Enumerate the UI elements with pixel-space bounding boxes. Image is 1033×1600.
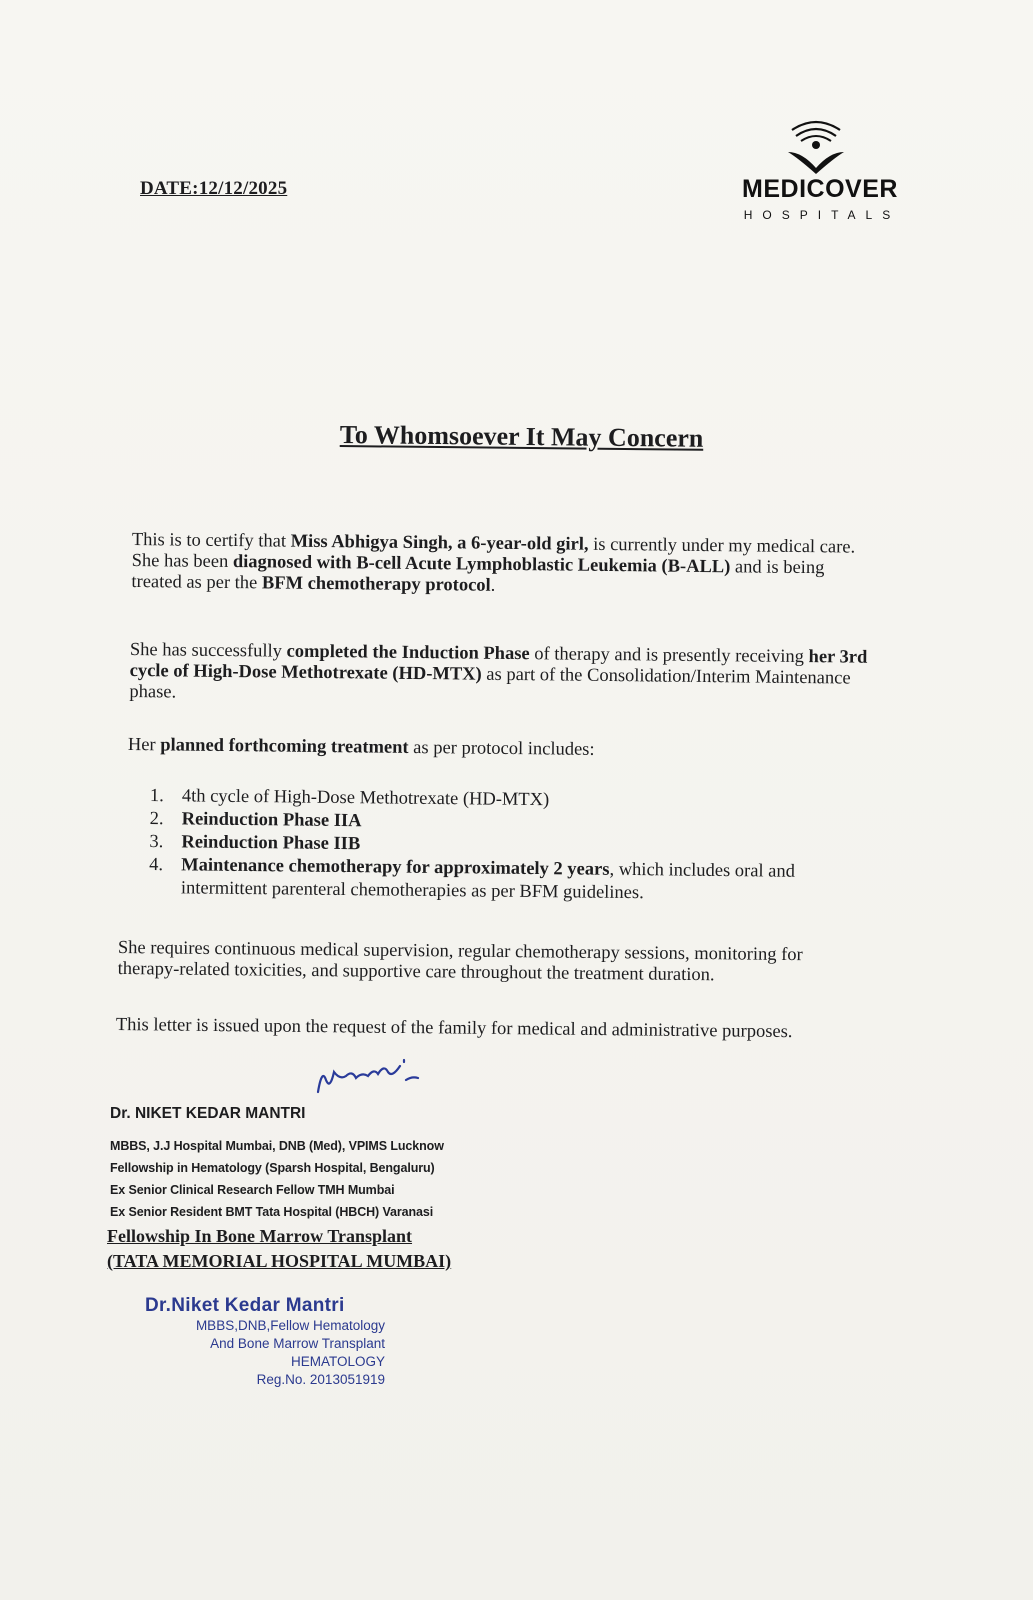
list-text bbox=[181, 854, 849, 907]
stamp-reg-number: Reg.No. 2013051919 bbox=[256, 1372, 385, 1387]
list-number: 3. bbox=[149, 831, 164, 853]
list-number: 2. bbox=[149, 808, 164, 830]
p3-text-a: Her bbox=[127, 735, 161, 756]
medicover-logo-icon bbox=[730, 112, 910, 222]
credential-line: Fellowship in Hematology (Sparsh Hospital, Bengaluru) bbox=[110, 1161, 435, 1175]
p1-text-e: and is being treated as per the bbox=[131, 557, 825, 594]
paragraph-supervision: She requires continuous medical supervision, regular chemotherapy sessions, monitoring for therapy-related toxicities, and supportive care throughout the treatment duration. bbox=[117, 938, 803, 986]
p3-plan: planned forthcoming treatment bbox=[160, 735, 409, 758]
list-item bbox=[149, 854, 849, 907]
p2-cycle: her 3rd cycle of High-Dose Methotrexate (HD-MTX) bbox=[129, 647, 868, 685]
letter-heading: To Whomsoever It May Concern bbox=[339, 420, 704, 453]
paragraph-plan bbox=[128, 735, 873, 764]
doctor-name: Dr. NIKET KEDAR MANTRI bbox=[110, 1105, 306, 1122]
treatment-list bbox=[149, 785, 850, 907]
p1-diagnosis: diagnosed with B-cell Acute Lymphoblastic Leukemia (B-ALL) bbox=[232, 552, 731, 578]
fellowship-institution: (TATA MEMORIAL HOSPITAL MUMBAI) bbox=[107, 1251, 452, 1271]
paragraph-diagnosis bbox=[131, 530, 877, 601]
list-text-a: Maintenance chemotherapy for approximately 2 years bbox=[181, 855, 610, 880]
stamp-line: MBBS,DNB,Fellow Hematology bbox=[195, 1318, 385, 1333]
p1-patient: Miss Abhigya Singh, a 6-year-old girl, bbox=[290, 531, 589, 555]
list-text-a: Reinduction Phase IIB bbox=[181, 832, 361, 855]
p1-protocol: BFM chemotherapy protocol bbox=[261, 573, 491, 596]
p2-text-c: of therapy and is presently receiving bbox=[529, 644, 809, 668]
list-text-a: 4th cycle of High-Dose Methotrexate (HD-MTX) bbox=[181, 786, 550, 811]
hospital-subtitle: HOSPITALS bbox=[743, 208, 901, 222]
letter-date: DATE:12/12/2025 bbox=[140, 178, 288, 199]
list-text-b: , which includes oral and intermittent parenteral chemotherapies as per BFM guidelines. bbox=[180, 859, 796, 904]
list-text-a: Reinduction Phase IIA bbox=[181, 809, 362, 832]
p2-text-e: as part of the Consolidation/Interim Maintenance phase. bbox=[129, 664, 851, 703]
doctor-stamp bbox=[140, 1295, 385, 1389]
stamp-line: HEMATOLOGY bbox=[290, 1354, 385, 1369]
paragraph-status bbox=[129, 640, 875, 711]
hospital-name: MEDICOVER bbox=[742, 175, 898, 203]
credential-line: Ex Senior Resident BMT Tata Hospital (HBCH) Varanasi bbox=[110, 1205, 434, 1219]
credential-line: Ex Senior Clinical Research Fellow TMH Mumbai bbox=[110, 1183, 395, 1197]
p2-induction: completed the Induction Phase bbox=[286, 641, 530, 665]
credential-line: MBBS, J.J Hospital Mumbai, DNB (Med), VPIMS Lucknow bbox=[110, 1139, 444, 1153]
p3-text-c: as per protocol includes: bbox=[408, 737, 595, 760]
p1-text-a: This is to certify that bbox=[131, 530, 291, 552]
p1-text-c: is currently under my medical care. She has been bbox=[131, 534, 856, 573]
paragraph-purpose: This letter is issued upon the request of the family for medical and administrative purposes. bbox=[115, 1015, 793, 1043]
fellowship-title: Fellowship In Bone Marrow Transplant bbox=[107, 1226, 413, 1246]
stamp-name: Dr.Niket Kedar Mantri bbox=[145, 1295, 345, 1316]
p1-text-g: . bbox=[490, 575, 496, 596]
list-number: 4. bbox=[149, 854, 164, 876]
p2-text-a: She has successfully bbox=[129, 640, 287, 662]
list-number: 1. bbox=[149, 785, 164, 807]
signature-icon bbox=[312, 1050, 422, 1100]
stamp-line: And Bone Marrow Transplant bbox=[210, 1336, 385, 1351]
